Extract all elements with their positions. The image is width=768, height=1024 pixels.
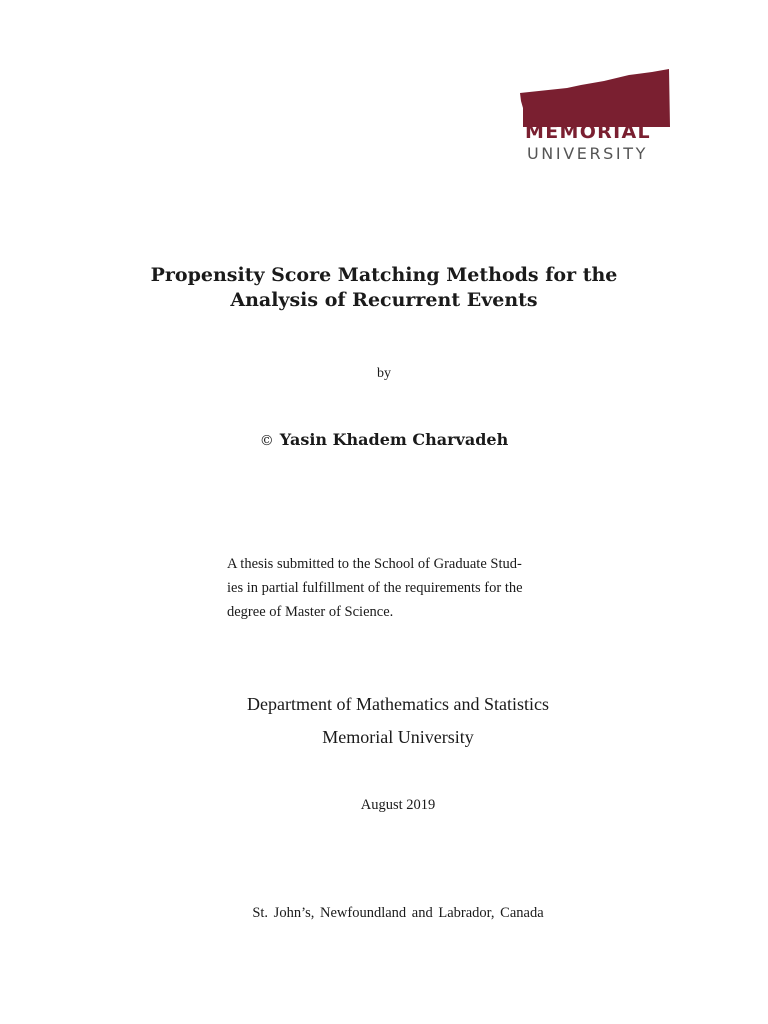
department-block <box>0 688 768 754</box>
thesis-statement <box>227 552 572 624</box>
thesis-title-line-2: Analysis of Recurrent Events <box>230 289 538 311</box>
logo-wordmark-memorial: MEMORIAL <box>525 121 651 143</box>
thesis-statement-line-3: degree of Master of Science. <box>227 604 394 620</box>
university-name: Memorial University <box>322 727 474 747</box>
by-label: by <box>377 366 391 381</box>
thesis-title <box>0 263 768 313</box>
department-name: Department of Mathematics and Statistics <box>247 694 549 714</box>
thesis-statement-line-1: A thesis submitted to the School of Graduate Stud- <box>227 556 522 572</box>
thesis-statement-line-2: ies in partial fulfillment of the requirements for the <box>227 580 523 596</box>
author <box>0 430 768 449</box>
logo-wordmark-university: UNIVERSITY <box>527 144 648 163</box>
thesis-title-line-1: Propensity Score Matching Methods for the <box>150 264 618 286</box>
copyright-symbol: © <box>259 433 274 449</box>
location: St. John’s, Newfoundland and Labrador, Canada <box>252 905 544 921</box>
author-name: Yasin Khadem Charvadeh <box>279 430 509 449</box>
submission-date: August 2019 <box>360 797 436 813</box>
memorial-university-logo <box>519 68 671 164</box>
logo-flag-shape <box>519 68 671 128</box>
